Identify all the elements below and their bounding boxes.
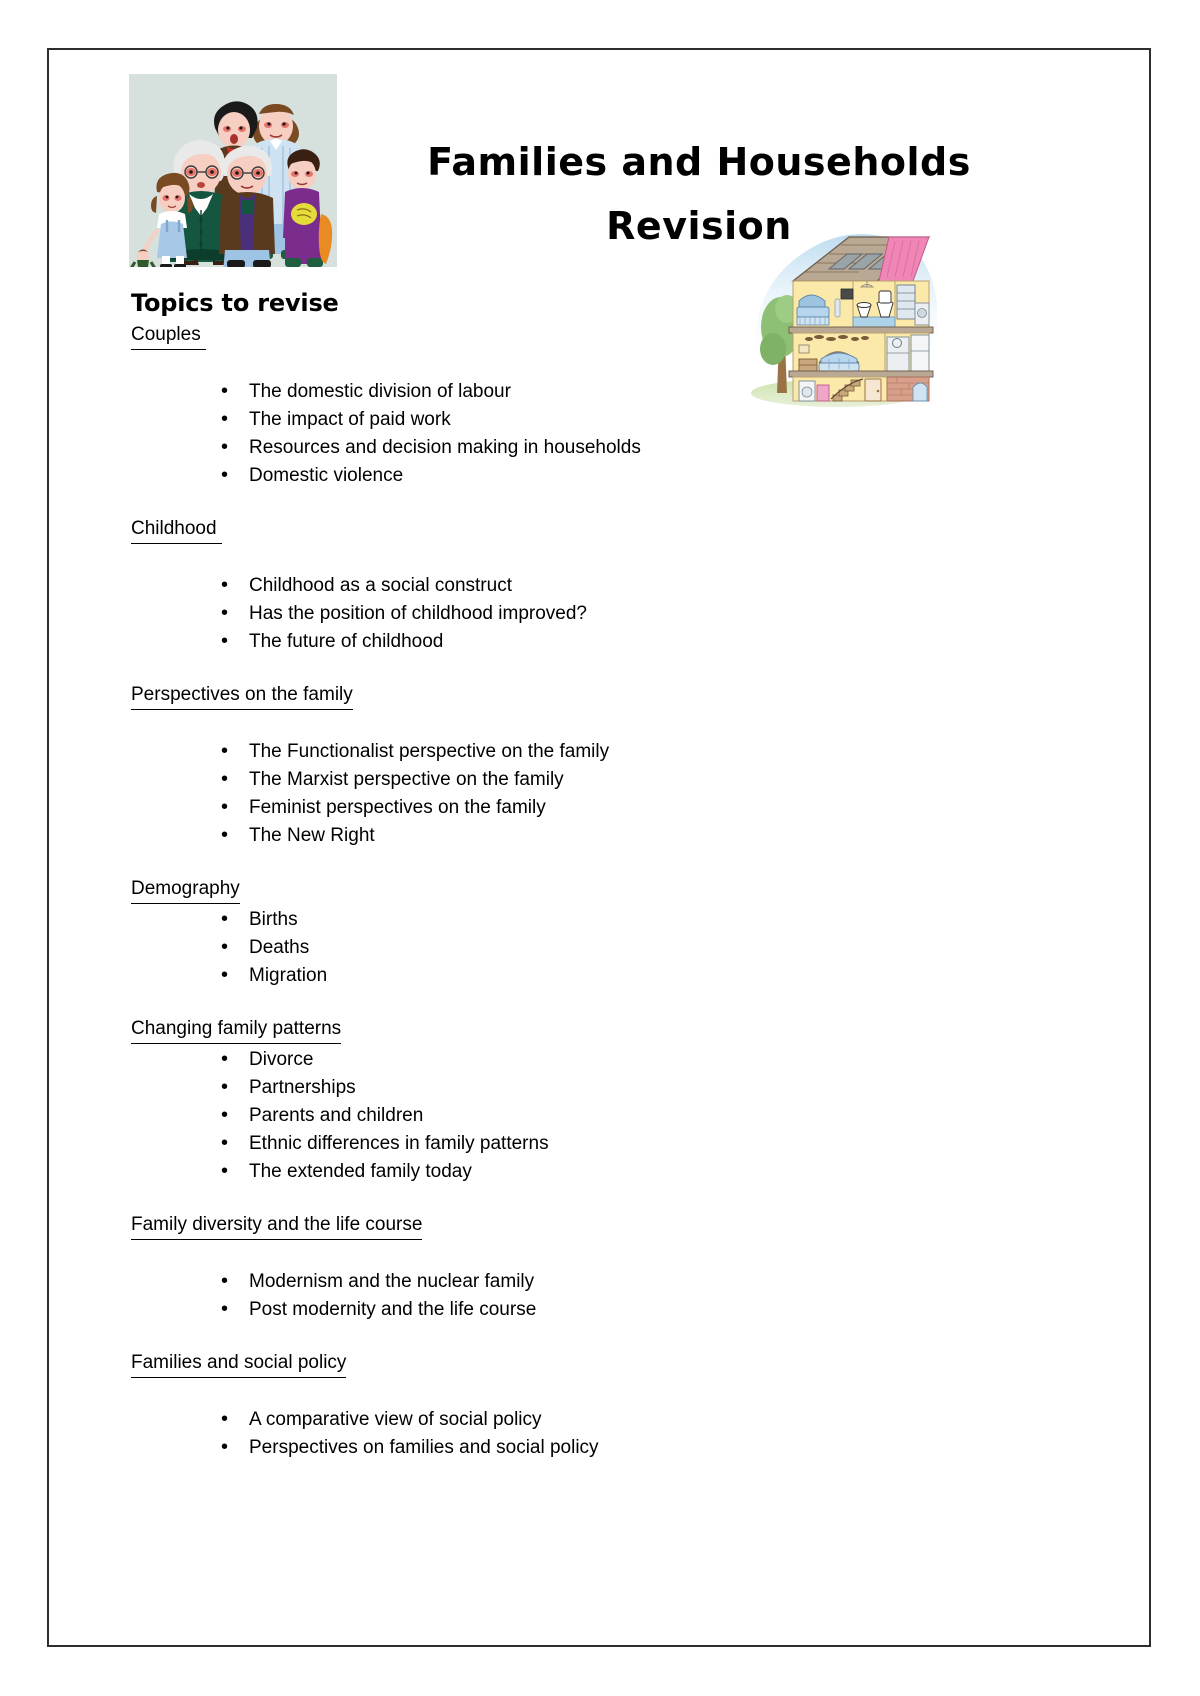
topic-bullet-item: • Ethnic differences in family patterns	[131, 1130, 1091, 1158]
section-title: Changing family patterns	[131, 1016, 341, 1044]
topic-bullet-list	[131, 572, 1091, 656]
topic-section	[131, 1350, 1091, 1462]
topic-bullet-item: • The future of childhood	[131, 628, 1091, 656]
section-title: Family diversity and the life course	[131, 1212, 422, 1240]
topic-bullet-item: • Migration	[131, 962, 1091, 990]
topic-bullet-item: • The Marxist perspective on the family	[131, 766, 1091, 794]
section-spacer	[131, 1186, 1091, 1212]
topic-bullet-item: • Modernism and the nuclear family	[131, 1268, 1091, 1296]
topic-bullet-item: • Resources and decision making in households	[131, 434, 1091, 462]
page-border-frame	[47, 48, 1151, 1647]
topics-content	[131, 288, 1091, 1462]
topic-bullet-item: • Childhood as a social construct	[131, 572, 1091, 600]
topic-bullet-list	[131, 1046, 1091, 1186]
topics-to-revise-heading: Topics to revise	[131, 289, 339, 317]
topic-bullet-list	[131, 378, 1091, 490]
document-header	[49, 50, 1153, 280]
topic-section	[131, 1016, 1091, 1186]
topic-bullet-item: • The impact of paid work	[131, 406, 1091, 434]
topic-section	[131, 1212, 1091, 1324]
topic-section	[131, 682, 1091, 850]
topic-bullet-item: • A comparative view of social policy	[131, 1406, 1091, 1434]
heading-list-spacer	[131, 1240, 1091, 1268]
topic-sections-list	[131, 322, 1091, 1462]
topic-bullet-item: • Feminist perspectives on the family	[131, 794, 1091, 822]
topic-section	[131, 322, 1091, 490]
topic-bullet-item: • Perspectives on families and social policy	[131, 1434, 1091, 1462]
topic-bullet-item: • The extended family today	[131, 1158, 1091, 1186]
title-line-2: Revision	[606, 204, 792, 249]
page-title	[349, 130, 1049, 258]
title-line-1: Families and Households	[427, 140, 971, 185]
topic-bullet-item: • Domestic violence	[131, 462, 1091, 490]
heading-list-spacer	[131, 1378, 1091, 1406]
section-spacer	[131, 1324, 1091, 1350]
section-title: Perspectives on the family	[131, 682, 353, 710]
section-title: Childhood	[131, 516, 222, 544]
section-title: Demography	[131, 876, 240, 904]
heading-list-spacer	[131, 544, 1091, 572]
section-spacer	[131, 656, 1091, 682]
topic-bullet-item: • Parents and children	[131, 1102, 1091, 1130]
topic-bullet-item: • Post modernity and the life course	[131, 1296, 1091, 1324]
topic-bullet-item: • Deaths	[131, 934, 1091, 962]
topic-section	[131, 876, 1091, 990]
heading-list-spacer	[131, 350, 1091, 378]
section-title: Couples	[131, 322, 206, 350]
topic-bullet-list	[131, 1406, 1091, 1462]
topic-bullet-item: • The domestic division of labour	[131, 378, 1091, 406]
topic-bullet-item: • Divorce	[131, 1046, 1091, 1074]
section-spacer	[131, 990, 1091, 1016]
topic-bullet-item: • The Functionalist perspective on the family	[131, 738, 1091, 766]
extended-family-cartoon-image	[129, 74, 337, 267]
section-spacer	[131, 490, 1091, 516]
section-title: Families and social policy	[131, 1350, 346, 1378]
topic-bullet-list	[131, 738, 1091, 850]
topic-bullet-list	[131, 906, 1091, 990]
topic-section	[131, 516, 1091, 656]
topic-bullet-item: • Has the position of childhood improved?	[131, 600, 1091, 628]
topic-bullet-item: • Partnerships	[131, 1074, 1091, 1102]
topic-bullet-list	[131, 1268, 1091, 1324]
topic-bullet-item: • The New Right	[131, 822, 1091, 850]
heading-list-spacer	[131, 710, 1091, 738]
topic-bullet-item: • Births	[131, 906, 1091, 934]
section-spacer	[131, 850, 1091, 876]
